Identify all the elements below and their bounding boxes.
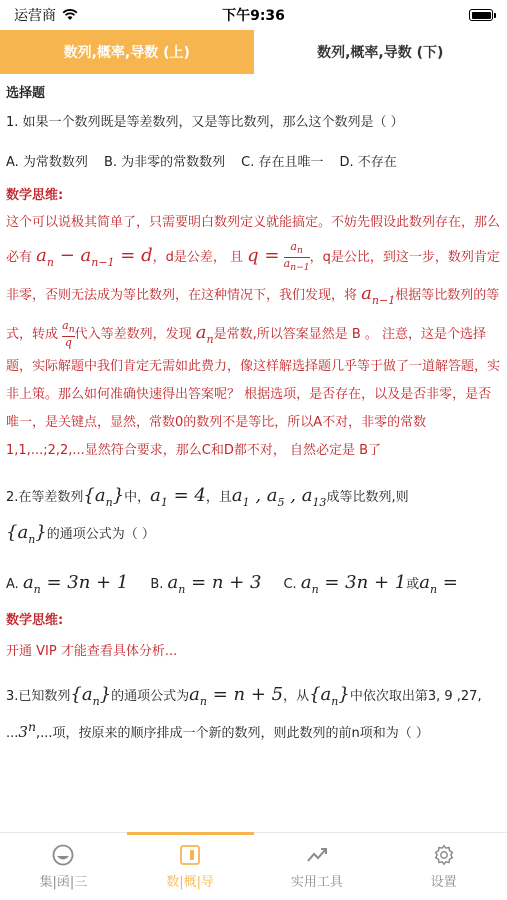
question-content[interactable] (0, 74, 507, 832)
nav-label: 数|概|导 (166, 875, 214, 890)
top-tabs (0, 30, 507, 74)
question-3-text (6, 676, 501, 748)
q2-part: 成等比数列,则 (326, 489, 409, 505)
gear-icon (432, 843, 456, 867)
section-title: 选择题 (6, 86, 46, 101)
option-b[interactable]: B. $a_n = n + 3$ (150, 572, 262, 597)
math-formula: 3$^n$ (18, 719, 37, 742)
q3-part: ，从 (283, 689, 310, 705)
math-formula: $a_n = n + 5$ (189, 684, 284, 709)
status-left (14, 5, 78, 25)
analysis-part: 是常数,所以答案显然是 B 。 注意，这是个选择题，实际解题中我们肯定无需如此费力，像这样解选择题几乎等于做了一道解答题，实非上策。那么如何准确快速得出答案呢？ 根据选项，是否存在，以及是否非零，是否唯一，是关键点，显然，常数0的数列不是等比，所以A不对，非零的常数1,1,...;2,2,...显然符合要求，那么C和D都不对， 自然必定是 B了 (6, 327, 501, 458)
q2-part: 的通项公式为（ ） (46, 527, 155, 543)
math-formula: q = (247, 244, 280, 266)
math-formula: $\{a_n\}$ (6, 522, 47, 547)
question-2-options (6, 566, 501, 601)
math-fraction: $\frac{a_n}{a_{n-1}}$ (283, 240, 310, 273)
option-a[interactable]: A. 为常数数列 (6, 155, 88, 171)
analysis-part: 这个可以说极其简单了，只需要明白数列定义就能搞定。不妨先假设此数列存在，那么必有 (6, 214, 501, 265)
question-1-options (6, 151, 501, 176)
math-formula: $\{a_n\}$ (70, 684, 112, 709)
option-a[interactable]: A. $a_n = 3n + 1$ (6, 572, 129, 597)
nav-item-tools[interactable] (254, 833, 381, 900)
analysis-part: ，d是公差， 且 (152, 249, 244, 265)
math-formula: $a_n - a_{n-1} = d$ (36, 244, 153, 269)
question-2-text (6, 477, 501, 553)
nav-item-settings[interactable] (380, 833, 507, 900)
option-letter: C. (283, 577, 297, 593)
wifi-icon (62, 9, 78, 21)
nav-label: 实用工具 (290, 875, 343, 890)
q3-part: 中依次取出第3, 9 ,27, ... (6, 689, 482, 742)
tab-part-2[interactable]: 数列,概率,导数 (下) (254, 30, 507, 74)
status-time: 下午9:36 (222, 8, 285, 24)
analysis-text (6, 209, 501, 465)
option-d[interactable]: D. 不存在 (339, 155, 397, 171)
document-icon (178, 843, 202, 867)
math-formula: $\{a_n\}$ (309, 684, 350, 709)
q3-part: 的通项公式为 (111, 689, 190, 705)
option-b[interactable]: B. 为非零的常数数列 (103, 155, 226, 171)
math-formula: $\{a_n\}$ (83, 484, 125, 509)
vip-prompt[interactable]: 开通 VIP 才能查看具体分析... (6, 643, 178, 659)
carrier-label: 运营商 (14, 8, 56, 24)
option-c[interactable]: C. 存在且唯一 (241, 155, 324, 171)
think-title-2: 数学思维: (6, 612, 64, 628)
or-text: 或 (406, 577, 420, 593)
analysis-part: 代入等差数列，发现 (74, 327, 192, 343)
q2-part: ，且 (205, 489, 232, 505)
analysis-part: ，q是公比，到这一步，数列肯定非零，否则无法成为等比数列，在这种情况下，我们发现，将 (6, 249, 500, 304)
q2-part: 2.在等差数列 (6, 489, 84, 505)
nav-label: 集|函|三 (39, 875, 88, 890)
tab-part-1[interactable]: 数列,概率,导数 (上) (0, 30, 254, 74)
math-formula: $a_n$ (195, 322, 214, 347)
think-title: 数学思维: (6, 188, 64, 204)
math-formula: $a_1 = 4$ (150, 484, 206, 509)
battery-icon (469, 9, 493, 21)
circle-face-icon (51, 843, 75, 867)
question-1-text: 1. 如果一个数列既是等差数列，又是等比数列，那么这个数列是（ ） (6, 114, 404, 130)
bottom-nav (0, 832, 507, 900)
option-c[interactable]: C. $a_n = 3n + 1$或$a_n$ = (283, 572, 458, 597)
nav-item-sequence[interactable] (127, 833, 254, 900)
math-fraction: $\frac{a_n}{q}$ (62, 319, 75, 349)
nav-label: 设置 (430, 875, 457, 890)
math-formula: $a_1$ , $a_5$ , $a_{13}$ (231, 484, 327, 509)
status-bar (0, 0, 507, 30)
q2-part: 中， (124, 489, 151, 505)
nav-item-set-function[interactable] (0, 833, 127, 900)
math-formula: $a_{n-1}$ (361, 283, 396, 308)
q3-part: ,...项，按原来的顺序排成一个新的数列，则此数列的前n项和为（ ） (36, 726, 429, 742)
trend-icon (305, 843, 329, 867)
analysis-part: 根据等比数列的等式，转成 (6, 288, 500, 343)
q3-part: 3.已知数列 (6, 689, 71, 705)
option-letter: B. (150, 577, 164, 593)
option-letter: A. (6, 577, 19, 593)
